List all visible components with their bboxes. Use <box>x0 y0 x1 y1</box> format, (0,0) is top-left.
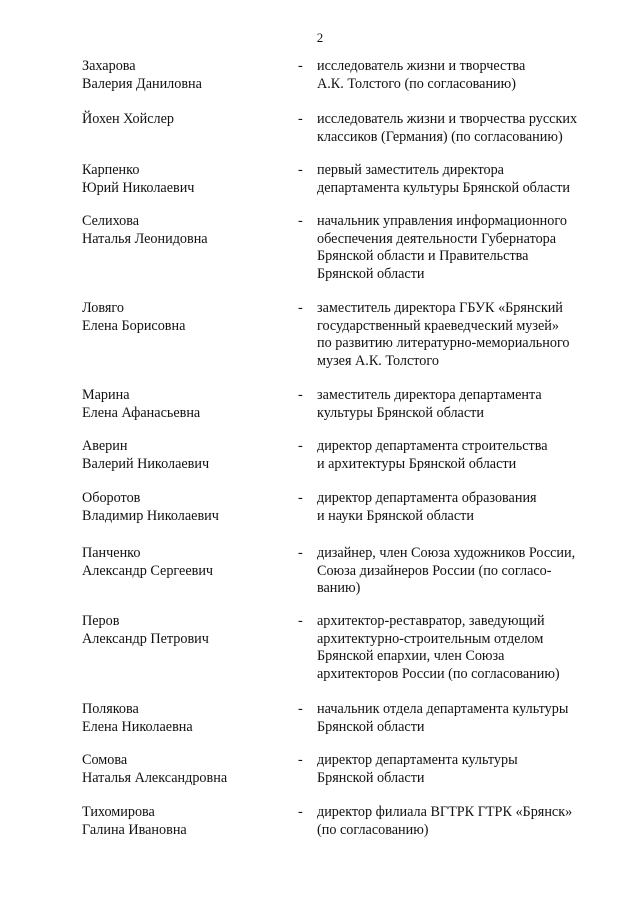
member-name <box>82 613 282 648</box>
member-role-line: архитектурно-строительным отделом <box>317 630 544 647</box>
member-role <box>317 111 607 146</box>
member-role <box>317 804 607 839</box>
member-name-line: Йохен Хойслер <box>82 111 174 127</box>
member-name <box>82 162 282 197</box>
member-name <box>82 701 282 736</box>
member-name <box>82 490 282 525</box>
separator-dash: - <box>298 752 303 768</box>
member-name-line: Карпенко <box>82 162 140 178</box>
member-name-line: Оборотов <box>82 490 141 506</box>
member-role <box>317 490 607 525</box>
member-name-line: Валерий Николаевич <box>82 455 210 472</box>
page-number: 2 <box>316 30 324 45</box>
member-name-line: Селихова <box>82 213 140 229</box>
member-name-line: Юрий Николаевич <box>82 179 195 196</box>
member-role-line: исследователь жизни и творчества русских <box>317 111 578 127</box>
member-name <box>82 752 282 787</box>
member-role-line: Союза дизайнеров России (по согласо- <box>317 562 552 579</box>
member-name-line: Галина Ивановна <box>82 821 187 838</box>
member-role-line: А.К. Толстого (по согласованию) <box>317 75 516 92</box>
member-role-line: Брянской области <box>317 769 425 786</box>
member-role-line: директор департамента строительства <box>317 438 548 454</box>
member-name-line: Владимир Николаевич <box>82 507 219 524</box>
member-role-line: Брянской области <box>317 265 425 282</box>
member-name-line: Наталья Александровна <box>82 769 228 786</box>
member-role-line: Брянской епархии, член Союза <box>317 648 505 664</box>
separator-dash: - <box>298 804 303 820</box>
member-name <box>82 387 282 422</box>
member-role-line: культуры Брянской области <box>317 404 484 421</box>
member-role-line: заместитель директора департамента <box>317 387 542 403</box>
separator-dash: - <box>298 701 303 717</box>
member-role-line: (по согласованию) <box>317 821 429 838</box>
member-name <box>82 111 282 129</box>
member-name-line: Елена Афанасьевна <box>82 404 201 421</box>
member-role-line: и архитектуры Брянской области <box>317 455 517 472</box>
member-name-line: Елена Николаевна <box>82 718 193 735</box>
member-role-line: обеспечения деятельности Губернатора <box>317 230 557 247</box>
member-role <box>317 545 607 598</box>
member-name <box>82 438 282 473</box>
separator-dash: - <box>298 545 303 561</box>
member-role-line: ванию) <box>317 580 361 596</box>
member-role <box>317 300 607 370</box>
member-role-line: классиков (Германия) (по согласованию) <box>317 128 563 145</box>
member-role-line: департамента культуры Брянской области <box>317 179 571 196</box>
member-role-line: музея А.К. Толстого <box>317 352 439 369</box>
member-role-line: Брянской области и Правительства <box>317 248 529 264</box>
separator-dash: - <box>298 213 303 229</box>
member-role <box>317 213 607 283</box>
member-name-line: Тихомирова <box>82 804 155 820</box>
separator-dash: - <box>298 387 303 403</box>
member-role-line: государственный краеведческий музей» <box>317 317 559 334</box>
member-role <box>317 162 607 197</box>
member-name <box>82 545 282 580</box>
member-role-line: дизайнер, член Союза художников России, <box>317 545 576 561</box>
member-name <box>82 804 282 839</box>
separator-dash: - <box>298 490 303 506</box>
member-name-line: Наталья Леонидовна <box>82 230 208 247</box>
member-role-line: Брянской области <box>317 718 425 735</box>
member-name <box>82 213 282 248</box>
member-role <box>317 701 607 736</box>
separator-dash: - <box>298 111 303 127</box>
member-role-line: директор департамента культуры <box>317 752 518 768</box>
member-name-line: Елена Борисовна <box>82 317 186 334</box>
member-name-line: Аверин <box>82 438 128 454</box>
separator-dash: - <box>298 613 303 629</box>
member-name-line: Ловяго <box>82 300 124 316</box>
member-role-line: первый заместитель директора <box>317 162 504 178</box>
member-role <box>317 752 607 787</box>
member-role-line: по развитию литературно-мемориального <box>317 335 570 351</box>
member-role-line: директор филиала ВГТРК ГТРК «Брянск» <box>317 804 573 820</box>
member-name <box>82 300 282 335</box>
separator-dash: - <box>298 58 303 74</box>
member-role-line: исследователь жизни и творчества <box>317 58 526 74</box>
separator-dash: - <box>298 162 303 178</box>
separator-dash: - <box>298 438 303 454</box>
member-name-line: Сомова <box>82 752 128 768</box>
member-name-line: Марина <box>82 387 130 403</box>
member-name-line: Панченко <box>82 545 141 561</box>
member-role <box>317 387 607 422</box>
member-role-line: директор департамента образования <box>317 490 537 506</box>
member-name-line: Перов <box>82 613 120 629</box>
member-name-line: Захарова <box>82 58 136 74</box>
member-role-line: начальник отдела департамента культуры <box>317 701 569 717</box>
member-role <box>317 58 607 93</box>
member-role <box>317 613 607 683</box>
member-role-line: архитекторов России (по согласованию) <box>317 665 560 682</box>
member-name-line: Александр Сергеевич <box>82 562 214 579</box>
member-role-line: и науки Брянской области <box>317 507 474 524</box>
member-role <box>317 438 607 473</box>
separator-dash: - <box>298 300 303 316</box>
member-role-line: архитектор-реставратор, заведующий <box>317 613 545 629</box>
member-role-line: начальник управления информационного <box>317 213 567 229</box>
member-name <box>82 58 282 93</box>
member-role-line: заместитель директора ГБУК «Брянский <box>317 300 563 316</box>
member-name-line: Валерия Даниловна <box>82 75 202 92</box>
member-name-line: Полякова <box>82 701 139 717</box>
member-name-line: Александр Петрович <box>82 630 209 647</box>
